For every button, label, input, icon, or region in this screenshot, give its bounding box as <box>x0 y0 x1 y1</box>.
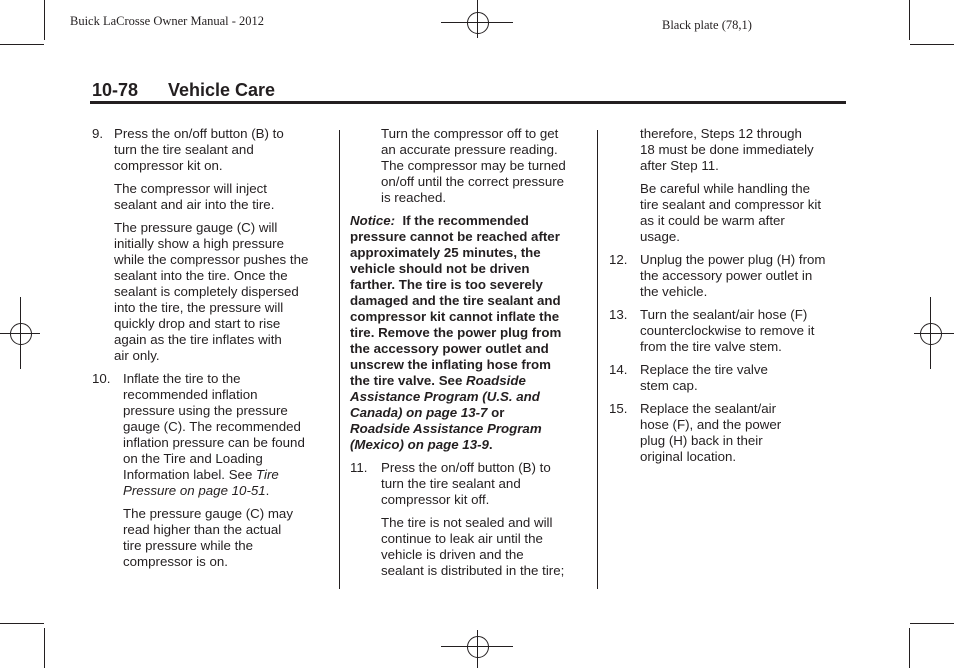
manual-title: Buick LaCrosse Owner Manual - 2012 <box>70 14 265 28</box>
step-number: 15. <box>609 401 628 416</box>
text-line: Be careful while handling the <box>640 181 811 196</box>
text-line: as it could be warm after <box>640 213 785 228</box>
text-line: or <box>487 405 505 420</box>
text-line: air only. <box>114 348 160 363</box>
step-11 <box>350 460 596 579</box>
crop-mark <box>44 628 45 668</box>
crop-mark <box>44 0 45 40</box>
section-heading <box>92 80 275 101</box>
text-line: Press the on/off button (B) to <box>114 126 284 141</box>
page-number: 10-78 <box>92 80 139 100</box>
text-line: approximately 25 minutes, the <box>350 245 541 260</box>
text-line: Replace the tire valve <box>640 362 768 377</box>
notice-block <box>350 213 596 453</box>
text-line: sealant and air into the tire. <box>114 197 275 212</box>
text-line: hose (F), and the power <box>640 417 782 432</box>
text-line: plug (H) back in their <box>640 433 763 448</box>
text-line: unscrew the inflating hose from <box>350 357 551 372</box>
text-line: the tire valve. See <box>350 373 467 388</box>
text-line: The pressure gauge (C) may <box>123 506 293 521</box>
step-12 <box>609 252 849 300</box>
text-line: continue to leak air until the <box>381 531 543 546</box>
text-line: stem cap. <box>640 378 698 393</box>
crop-mark <box>910 44 954 45</box>
roadside-mexico-link-cont[interactable]: (Mexico) on page 13-9 <box>350 437 489 452</box>
text-line: Turn the sealant/air hose (F) <box>640 307 808 322</box>
text-line: again as the tire inflates with <box>114 332 282 347</box>
text-line: sealant is completely dispersed <box>114 284 299 299</box>
tire-pressure-link-cont[interactable]: Pressure on page 10-51 <box>123 483 266 498</box>
text-line: while the compressor pushes the <box>114 252 309 267</box>
text-line: is reached. <box>381 190 447 205</box>
column-2 <box>350 126 596 586</box>
text-line: on the Tire and Loading <box>123 451 263 466</box>
step-number: 10. <box>92 371 111 386</box>
text-line: quickly drop and start to rise <box>114 316 281 331</box>
text-line: tire. Remove the power plug from <box>350 325 562 340</box>
heading-rule <box>90 101 846 104</box>
text-line: initially show a high pressure <box>114 236 284 251</box>
text-line: turn the tire sealant and <box>381 476 521 491</box>
text-line: tire pressure while the <box>123 538 254 553</box>
column-1 <box>92 126 338 577</box>
text-line: pressure cannot be reached after <box>350 229 560 244</box>
text-line: If the recommended <box>402 213 529 228</box>
text-line: after Step 11. <box>640 158 719 173</box>
text-line: The compressor may be turned <box>381 158 566 173</box>
column-divider <box>597 130 598 589</box>
text-line: original location. <box>640 449 737 464</box>
text-line: sealant is distributed in the tire; <box>381 563 565 578</box>
text-line: Inflate the tire to the <box>123 371 241 386</box>
text-line: tire sealant and compressor kit <box>640 197 822 212</box>
step-number: 13. <box>609 307 628 322</box>
text-line: compressor kit cannot inflate the <box>350 309 560 324</box>
section-title: Vehicle Care <box>168 80 276 100</box>
text-line: . <box>265 483 270 498</box>
step-9 <box>92 126 338 364</box>
text-line: an accurate pressure reading. <box>381 142 558 157</box>
crop-mark <box>910 623 954 624</box>
crop-mark <box>0 44 44 45</box>
text-line: pressure using the pressure <box>123 403 288 418</box>
text-line: counterclockwise to remove it <box>640 323 815 338</box>
text-line: recommended inflation <box>123 387 258 402</box>
step-number: 14. <box>609 362 628 377</box>
text-line: inflation pressure can be found <box>123 435 305 450</box>
text-line: the accessory power outlet in <box>640 268 813 283</box>
text-line: compressor kit off. <box>381 492 490 507</box>
text-line: Replace the sealant/air <box>640 401 777 416</box>
text-line: turn the tire sealant and <box>114 142 254 157</box>
step-number: 12. <box>609 252 628 267</box>
crop-mark <box>0 623 44 624</box>
text-line: Unplug the power plug (H) from <box>640 252 826 267</box>
text-line: Press the on/off button (B) to <box>381 460 551 475</box>
text-line: on/off until the correct pressure <box>381 174 565 189</box>
column-3 <box>609 126 849 472</box>
text-line: vehicle is driven and the <box>381 547 524 562</box>
text-line: vehicle should not be driven <box>350 261 530 276</box>
step-14 <box>609 362 849 394</box>
text-line: The tire is not sealed and will <box>381 515 553 530</box>
step-13 <box>609 307 849 355</box>
roadside-mexico-link[interactable]: Roadside Assistance Program <box>350 421 542 436</box>
step-11-continued <box>609 126 849 245</box>
text-line: gauge (C). The recommended <box>123 419 301 434</box>
text-line: The pressure gauge (C) will <box>114 220 278 235</box>
roadside-us-link-cont[interactable]: Canada) on page 13-7 <box>350 405 488 420</box>
text-line: from the tire valve stem. <box>640 339 782 354</box>
text-line: sealant into the tire. Once the <box>114 268 288 283</box>
text-line: read higher than the actual <box>123 522 282 537</box>
text-line: the accessory power outlet and <box>350 341 549 356</box>
text-line: into the tire, the pressure will <box>114 300 284 315</box>
text-line: Information label. See <box>123 467 257 482</box>
text-line: farther. The tire is too severely <box>350 277 543 292</box>
text-line: The compressor will inject <box>114 181 267 196</box>
text-line: therefore, Steps 12 through <box>640 126 802 141</box>
roadside-us-link[interactable]: Roadside <box>466 373 526 388</box>
plate-label: Black plate (78,1) <box>662 18 752 32</box>
text-line: usage. <box>640 229 680 244</box>
crop-mark <box>909 628 910 668</box>
notice-label: Notice: <box>350 213 396 228</box>
text-line: the vehicle. <box>640 284 708 299</box>
step-number: 9. <box>92 126 104 141</box>
crop-mark <box>909 0 910 40</box>
roadside-us-link-cont[interactable]: Assistance Program (U.S. and <box>350 389 540 404</box>
text-line: compressor is on. <box>123 554 228 569</box>
step-15 <box>609 401 849 465</box>
text-line: 18 must be done immediately <box>640 142 814 157</box>
text-line: . <box>488 437 493 452</box>
step-10-continued <box>350 126 596 206</box>
step-10 <box>92 371 338 570</box>
text-line: damaged and the tire sealant and <box>350 293 561 308</box>
column-divider <box>339 130 340 589</box>
tire-pressure-link[interactable]: Tire <box>256 467 279 482</box>
step-number: 11. <box>350 460 368 475</box>
text-line: compressor kit on. <box>114 158 223 173</box>
text-line: Turn the compressor off to get <box>381 126 559 141</box>
